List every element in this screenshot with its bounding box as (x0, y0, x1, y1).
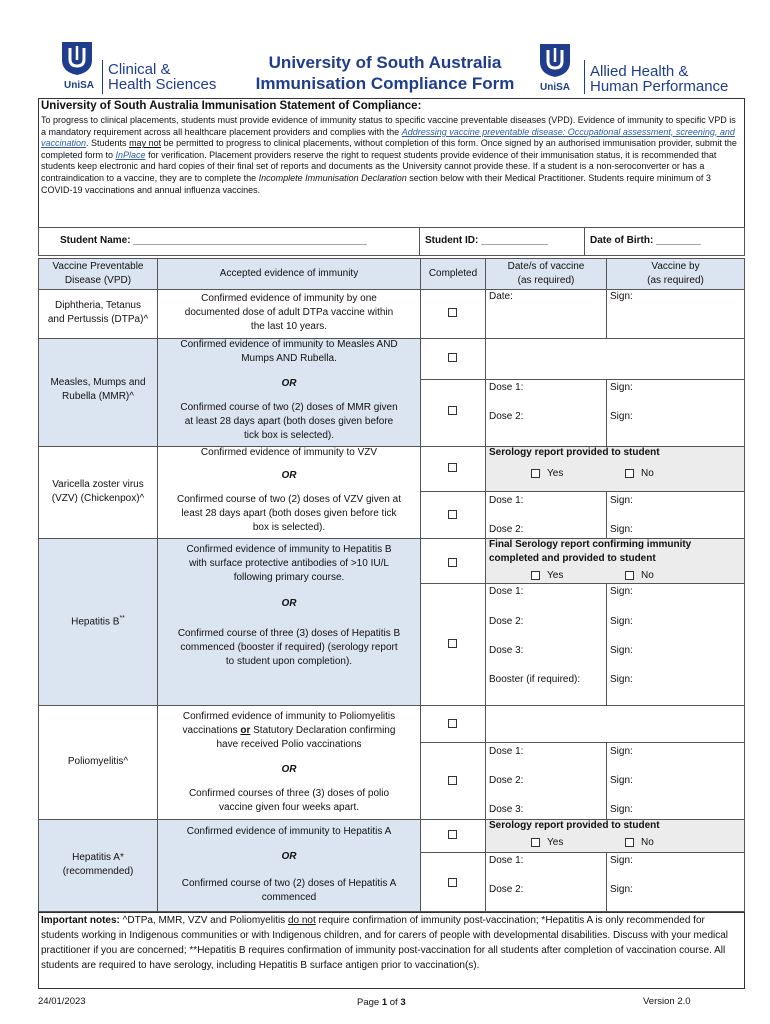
hepa-yes-label: Yes (547, 837, 564, 848)
right-dept-name (590, 64, 728, 94)
dtpa-sign-label: Sign: (610, 291, 633, 302)
dates-header (485, 260, 607, 288)
important-notes-text (41, 913, 741, 973)
mmr-completed-checkbox-1[interactable] (448, 353, 457, 362)
vzv-yes-checkbox[interactable] (531, 469, 540, 478)
student-id-field[interactable]: Student ID: ____________ (425, 235, 548, 246)
right-logo-word: UniSA (540, 82, 570, 93)
hepb-or: OR (281, 598, 297, 609)
polio-ev1-line3: have received Polio vaccinations (216, 739, 362, 750)
statement-body (41, 115, 741, 196)
hepb-serology-line1: Final Serology report confirming immunity (489, 539, 692, 550)
vzv-no-checkbox[interactable] (625, 469, 634, 478)
vzv-serology-label: Serology report provided to student (489, 447, 660, 458)
vzv-sign2-label: Sign: (610, 524, 633, 535)
hepb-disease-name: Hepatitis B (71, 616, 120, 628)
vpd-header-line2: Disease (VPD) (64, 275, 132, 286)
mmr-disease-line2: Rubella (MMR)^ (62, 391, 134, 402)
title-line1: University of South Australia (268, 53, 502, 72)
footer-version: Version 2.0 (643, 996, 691, 1007)
inplace-link[interactable]: InPlace (115, 149, 146, 160)
mmr-ev1-line1: Confirmed evidence of immunity to Measles AND (180, 339, 398, 350)
page-prefix: Page (357, 997, 382, 1008)
statement-title: University of South Australia Immunisation Statement of Compliance: (41, 100, 422, 112)
mmr-ev2-line3: tick box is selected). (243, 430, 335, 441)
hepb-disease (38, 612, 158, 629)
left-logo-word: UniSA (64, 80, 94, 91)
dtpa-ev-line1: Confirmed evidence of immunity by one (201, 293, 377, 304)
vzv-dose1-label: Dose 1: (489, 495, 524, 506)
page-number: 1 (381, 997, 388, 1008)
hepb-superscript: ** (119, 615, 125, 622)
mmr-dose2-label: Dose 2: (489, 411, 524, 422)
polio-ev2-line2: vaccine given four weeks apart. (218, 802, 360, 813)
mmr-disease (38, 376, 158, 404)
hepb-sign4-label: Sign: (610, 674, 633, 685)
vzv-disease (38, 478, 158, 506)
may-not-text: may not (129, 138, 162, 149)
dtpa-completed-checkbox[interactable] (448, 308, 457, 317)
do-not-text: do not (287, 915, 316, 926)
dtpa-disease-line2: and Pertussis (DTPa)^ (47, 314, 149, 325)
right-divider (584, 60, 585, 94)
hepa-yes-checkbox[interactable] (531, 838, 540, 847)
mmr-sign1-label: Sign: (610, 382, 633, 393)
hepb-evidence-2 (157, 627, 421, 669)
notes-text: require confirmation of immunity post-vaccination; *Hepatitis A is only recommended for students working in Indigenous communities or with Indigenous children, and for carers of people with developmental disabilities. Discuss with your medical practitioner if you are concerned; **Hepatitis B requires confirmation of immunity post-vaccination for all students after completion of vaccination course. All students are required to have serology, including Hepatitis B surface antigen prior to vaccination(s). (41, 915, 729, 971)
dates-header-line2: (as required) (517, 275, 575, 286)
student-name-field[interactable]: Student Name: __________________________________________ (60, 235, 367, 246)
page-total: 3 (400, 997, 406, 1008)
polio-evidence-1 (157, 710, 421, 752)
statement-text: . Students (86, 138, 130, 149)
right-dept-line1: Allied Health & (590, 63, 689, 80)
polio-disease: Poliomyelitis^ (67, 756, 129, 767)
left-dept-line1: Clinical & (108, 61, 171, 78)
hepb-yes-label: Yes (547, 570, 564, 581)
dtpa-ev-line2: documented dose of adult DTPa vaccine within (184, 307, 394, 318)
statement-text: be permitted to progress to clinical placements, without completion of this form. Once signed by an authorised immunisation provider, submit the completed form to (41, 138, 737, 160)
mmr-completed-checkbox-2[interactable] (448, 406, 457, 415)
hepb-ev2-line1: Confirmed course of three (3) doses of Hepatitis B (177, 628, 401, 639)
right-logo (528, 42, 582, 98)
hepa-disease-line1: Hepatitis A* (72, 852, 124, 863)
mmr-blank-cell (485, 338, 745, 380)
polio-ev2-line1: Confirmed courses of three (3) doses of polio (188, 788, 390, 799)
mmr-ev2-line2: at least 28 days apart (both doses given before (184, 416, 394, 427)
hepa-no-label: No (641, 837, 654, 848)
vaxby-header (606, 260, 745, 288)
hepa-dose1-label: Dose 1: (489, 855, 524, 866)
statement-box (38, 98, 745, 228)
polio-evidence-2 (157, 787, 421, 815)
vzv-or: OR (281, 470, 297, 481)
page-of: of (387, 997, 401, 1008)
hepb-no-label: No (641, 570, 654, 581)
vzv-dose2-label: Dose 2: (489, 524, 524, 535)
hepb-ev1-line3: following primary course. (233, 572, 345, 583)
polio-dose2-label: Dose 2: (489, 775, 524, 786)
dtpa-evidence (157, 292, 421, 334)
hepa-disease-line2: (recommended) (62, 866, 134, 877)
polio-sign1-label: Sign: (610, 746, 633, 757)
hepb-evidence-1 (157, 543, 421, 585)
polio-or: OR (281, 764, 297, 775)
hepb-serology-label (489, 538, 691, 566)
title-line2: Immunisation Compliance Form (255, 74, 515, 93)
hepa-no-checkbox[interactable] (625, 838, 634, 847)
hepb-ev1-line1: Confirmed evidence of immunity to Hepatitis B (186, 544, 392, 555)
vzv-ev2-line1: Confirmed course of two (2) doses of VZV given at (177, 494, 401, 505)
hepb-dose2-label: Dose 2: (489, 616, 524, 627)
footer-page (357, 996, 406, 1010)
mmr-disease-line1: Measles, Mumps and (50, 377, 146, 388)
vzv-completed-checkbox-1[interactable] (448, 463, 457, 472)
hepa-completed-checkbox-2[interactable] (448, 878, 457, 887)
polio-ev1-line1: Confirmed evidence of immunity to Poliomyelitis (182, 711, 396, 722)
hepb-completed-checkbox-1[interactable] (448, 558, 457, 567)
page-title (225, 52, 545, 94)
hepa-ev2-line1: Confirmed course of two (2) doses of Hepatitis A (181, 878, 397, 889)
hepb-ev2-line3: to student upon completion). (225, 656, 353, 667)
hepa-or: OR (281, 851, 297, 862)
hepb-serology-line2: completed and provided to student (489, 553, 656, 564)
mmr-or: OR (281, 378, 297, 389)
hepa-evidence-2 (157, 877, 421, 905)
hepb-dose3-label: Dose 3: (489, 645, 524, 656)
polio-ev1-line2 (157, 724, 421, 738)
vzv-disease-line2: (VZV) (Chickenpox)^ (51, 493, 145, 504)
hepa-disease (38, 851, 158, 879)
unisa-shield-icon (538, 42, 572, 78)
notes-text: ^DTPa, MMR, VZV and Poliomyelitis (119, 915, 288, 926)
hepa-dose2-label: Dose 2: (489, 884, 524, 895)
polio-completed-checkbox-2[interactable] (448, 776, 457, 785)
vzv-evidence-1: Confirmed evidence of immunity to VZV (200, 447, 378, 458)
dtpa-ev-line3: the last 10 years. (250, 321, 328, 332)
left-divider (102, 60, 103, 94)
left-dept-name (108, 62, 216, 92)
right-dept-line2: Human Performance (590, 78, 729, 95)
vzv-yes-label: Yes (547, 468, 564, 479)
mmr-dose1-label: Dose 1: (489, 382, 524, 393)
hepb-yes-checkbox[interactable] (531, 571, 540, 580)
mmr-ev2-line1: Confirmed course of two (2) doses of MMR given (180, 402, 398, 413)
vzv-sign1-label: Sign: (610, 495, 633, 506)
hepa-evidence-1: Confirmed evidence of immunity to Hepatitis A (186, 826, 392, 837)
statement-text: for verification. Placement providers reserve the right to request students provide evidence of their immunisation status, it is recommended that students keep electronic and hard copies of their final set of reports and documents as the University cannot provide these. If a student is a non-seroconverter or has a contraindication to a vaccine, they are to complete the (41, 149, 717, 183)
completed-header: Completed (428, 268, 478, 279)
polio-sign2-label: Sign: (610, 775, 633, 786)
left-logo (50, 40, 110, 96)
polio-dose3-label: Dose 3: (489, 804, 524, 815)
vzv-disease-line1: Varicella zoster virus (52, 479, 144, 490)
hepb-sign1-label: Sign: (610, 586, 633, 597)
addressing-vpd-link[interactable]: Addressing vaccine preventable disease: Occupational assessment, screening, and vaccination (41, 126, 735, 149)
vzv-ev2-line3: box is selected). (252, 522, 326, 533)
polio-sign3-label: Sign: (610, 804, 633, 815)
dtpa-disease-line1: Diphtheria, Tetanus (55, 300, 141, 311)
polio-completed-checkbox-1[interactable] (448, 719, 457, 728)
mmr-evidence-1 (157, 338, 421, 366)
polio-ev1-or: or (240, 725, 251, 736)
footer-date: 24/01/2023 (38, 996, 86, 1007)
polio-ev1-post: Statutory Declaration confirming (250, 725, 396, 736)
hepb-ev2-line2: commenced (booster if required) (serology report (180, 642, 398, 653)
hepb-sign2-label: Sign: (610, 616, 633, 627)
vzv-no-label: No (641, 468, 654, 479)
polio-ev1-pre: vaccinations (182, 725, 241, 736)
hepa-serology-label: Serology report provided to student (489, 820, 660, 831)
vpd-header (38, 260, 158, 288)
vzv-evidence-2 (157, 493, 421, 535)
mmr-ev1-line2: Mumps AND Rubella. (241, 353, 337, 364)
mmr-sign2-label: Sign: (610, 411, 633, 422)
important-notes-box (38, 912, 745, 989)
incomplete-declaration-text: Incomplete Immunisation Declaration (258, 172, 407, 183)
dates-header-line1: Date/s of vaccine (507, 261, 585, 272)
left-dept-line2: Health Sciences (108, 76, 217, 93)
dtpa-disease (38, 299, 158, 327)
statement-text: To progress to clinical placements, students must provide evidence of immunity status to specific vaccine preventable diseases (VPD). Evidence of immunity to specific VPD is a mandatory requirement across all healthcare placement providers and complies with the (41, 115, 736, 137)
hepa-ev2-line2: commenced (261, 892, 317, 903)
vpd-header-line1: Vaccine Preventable (52, 261, 144, 272)
hepb-sign3-label: Sign: (610, 645, 633, 656)
hepb-dose1-label: Dose 1: (489, 586, 524, 597)
hepa-completed-checkbox-1[interactable] (448, 830, 457, 839)
important-notes-label: Important notes: (41, 915, 120, 926)
polio-dose1-label: Dose 1: (489, 746, 524, 757)
hepa-sign2-label: Sign: (610, 884, 633, 895)
mmr-evidence-2 (157, 401, 421, 443)
polio-blank-cell (485, 705, 745, 743)
evidence-header: Accepted evidence of immunity (219, 268, 359, 279)
unisa-shield-icon (60, 40, 94, 76)
hepa-sign1-label: Sign: (610, 855, 633, 866)
statement-text: section below with their Medical Practitioner. Students require minimum of 3 COVID-19 vaccinations and annual influenza vaccines. (41, 172, 711, 195)
hepb-completed-checkbox-2[interactable] (448, 639, 457, 648)
hepb-no-checkbox[interactable] (625, 571, 634, 580)
vzv-completed-checkbox-2[interactable] (448, 510, 457, 519)
vaxby-header-line2: (as required) (647, 275, 704, 286)
hepb-booster-label: Booster (if required): (489, 674, 581, 685)
dob-field[interactable]: Date of Birth: ________ (590, 235, 701, 246)
hepb-ev1-line2: with surface protective antibodies of >10 IU/L (189, 558, 389, 569)
dtpa-date-label: Date: (489, 291, 513, 302)
vzv-ev2-line2: least 28 days apart (both doses given before tick (181, 508, 397, 519)
vaxby-header-line1: Vaccine by (651, 261, 700, 272)
